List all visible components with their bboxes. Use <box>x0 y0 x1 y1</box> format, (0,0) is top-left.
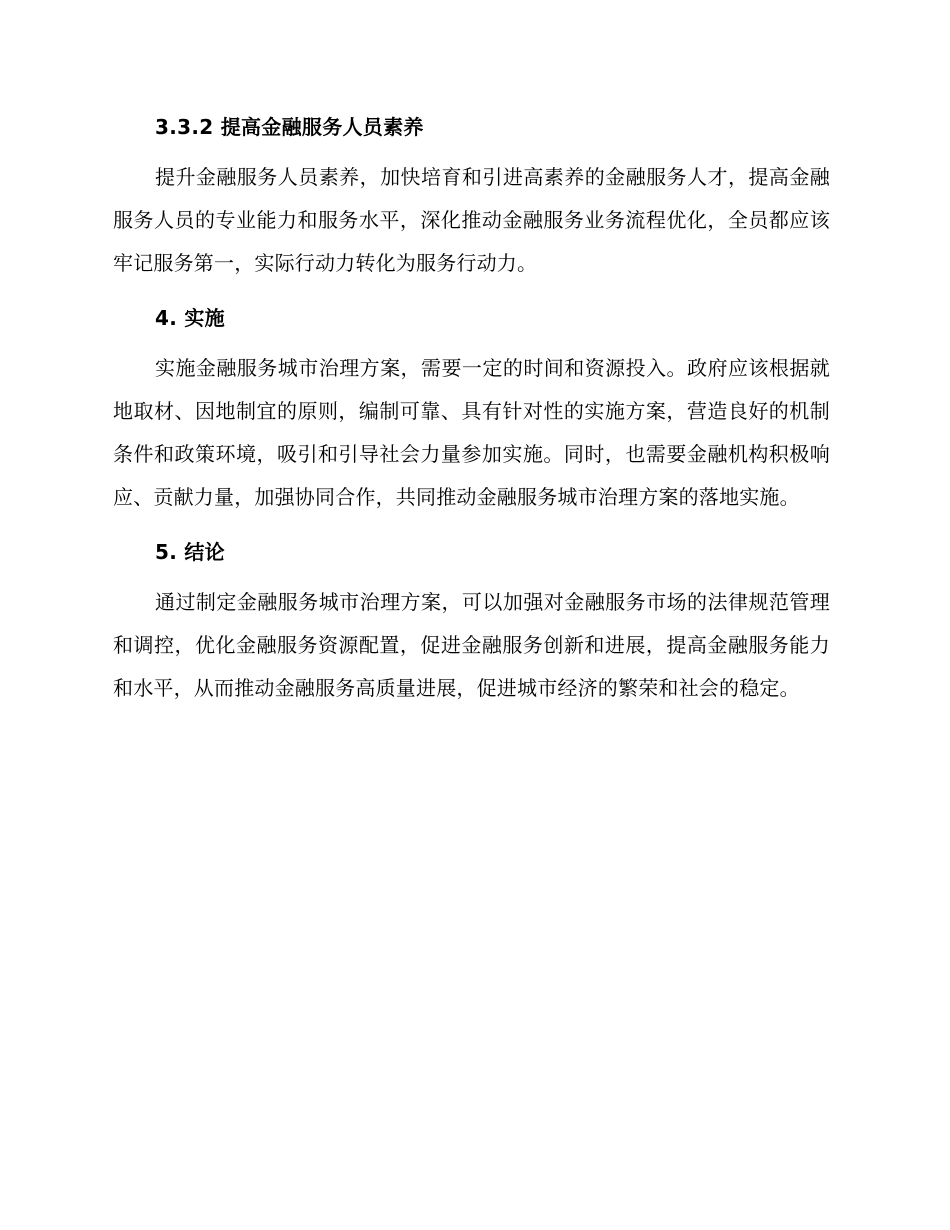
section-paragraph-5: 通过制定金融服务城市治理方案，可以加强对金融服务市场的法律规范管理和调控，优化金融服务资源配置，促进金融服务创新和进展，提高金融服务能力和水平，从而推动金融服务高质量进展，促进城市经济的繁荣和社会的稳定。 <box>113 590 830 700</box>
document-body <box>113 110 830 726</box>
section-heading-5: 5. 结论 <box>155 540 225 564</box>
section-paragraph-4: 实施金融服务城市治理方案，需要一定的时间和资源投入。政府应该根据就地取材、因地制宜的原则，编制可靠、具有针对性的实施方案，营造良好的机制条件和政策环境，吸引和引导社会力量参加实施。同时，也需要金融机构积极响应、贡献力量，加强协同合作，共同推动金融服务城市治理方案的落地实施。 <box>113 356 830 509</box>
section-heading-4: 4. 实施 <box>155 306 225 330</box>
section-heading-3-3-2: 3.3.2 提高金融服务人员素养 <box>155 115 424 139</box>
section-paragraph-3-3-2: 提升金融服务人员素养，加快培育和引进高素养的金融服务人才，提高金融服务人员的专业能力和服务水平，深化推动金融服务业务流程优化，全员都应该牢记服务第一，实际行动力转化为服务行动力。 <box>113 165 830 275</box>
